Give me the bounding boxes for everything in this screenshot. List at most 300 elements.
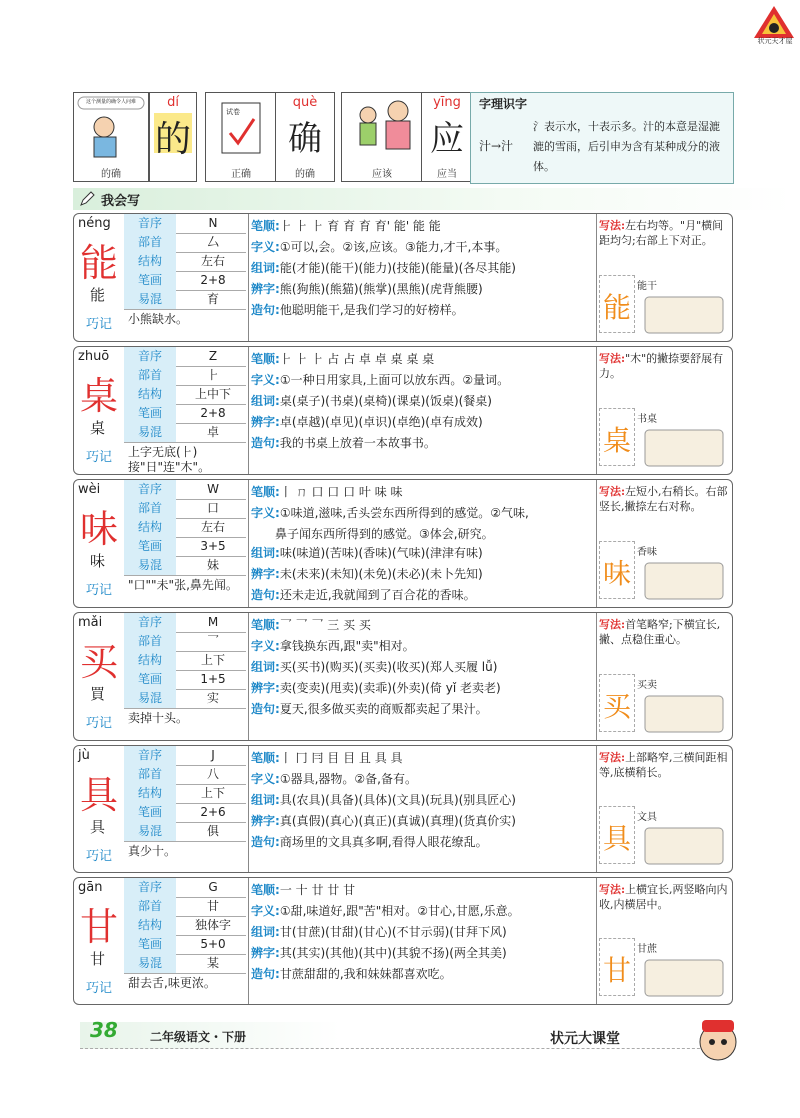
line-label: 字义: — [251, 904, 280, 918]
row-label: 结构 — [124, 784, 176, 803]
char-traditional: 味 — [90, 552, 106, 570]
line-label: 辨字: — [251, 282, 280, 296]
line-label: 笔顺: — [251, 883, 280, 897]
card-writing-column — [596, 347, 733, 474]
row-label: 音序 — [124, 214, 176, 233]
char-box-di — [149, 92, 197, 182]
row-label: 易混 — [124, 290, 176, 309]
stroke-order-line — [251, 349, 595, 370]
line-label: 字义: — [251, 506, 280, 520]
row-label: 易混 — [124, 954, 176, 973]
char-large: 味 — [80, 507, 119, 551]
row-label: 部首 — [124, 233, 176, 252]
line-value: 鼻子闻东西所得到的感觉。③体会,研究。 — [275, 527, 494, 541]
bushou-row — [124, 632, 246, 652]
yihun-row — [124, 954, 246, 974]
row-value: 1+5 — [200, 672, 226, 686]
line-value: ⺊ ⺊ ⺊ 育 育 育 育' 能' 能 能 — [279, 219, 441, 233]
row-label: 音序 — [124, 613, 176, 632]
line-label: 组词: — [251, 660, 280, 674]
word-group-line — [251, 790, 595, 811]
distinguish-line — [251, 279, 595, 300]
row-value: 独体字 — [194, 918, 231, 932]
row-value: 口 — [206, 501, 219, 515]
row-value: 上下 — [200, 653, 225, 667]
card-info-column — [74, 214, 246, 341]
row-label: 部首 — [124, 897, 176, 916]
sentence-line — [251, 585, 595, 606]
pinyin: yīng — [433, 95, 461, 110]
line-label: 辨字: — [251, 946, 280, 960]
row-label: 结构 — [124, 916, 176, 935]
yinxu-row — [124, 878, 246, 898]
word-group-line — [251, 258, 595, 279]
writing-tip-text: 首笔略窄;下横宜长,撇、点稳住重心。 — [599, 618, 721, 646]
yihun-row — [124, 556, 246, 576]
word-group-line — [251, 922, 595, 943]
character-card — [73, 745, 733, 873]
card-info-column — [74, 613, 246, 740]
row-value: 上中下 — [194, 387, 231, 401]
picture-label: 文具 — [637, 812, 657, 823]
line-label: 造句: — [251, 303, 280, 317]
page-number: 38 — [90, 1018, 118, 1042]
line-label: 造句: — [251, 436, 280, 450]
stroke-order-line — [251, 482, 595, 503]
row-label: 结构 — [124, 518, 176, 537]
line-label: 笔顺: — [251, 618, 280, 632]
yinxu-row — [124, 347, 246, 367]
row-value: 2+8 — [200, 406, 226, 420]
meaning-line-2 — [275, 524, 619, 545]
character-card — [73, 612, 733, 741]
meaning-line — [251, 503, 595, 524]
qiaoji-label: 巧记 — [85, 981, 112, 996]
line-label: 造句: — [251, 702, 280, 716]
char-traditional: 桌 — [90, 419, 106, 437]
row-value: 八 — [206, 767, 219, 781]
qiaoji-label: 巧记 — [85, 849, 112, 864]
line-label: 字义: — [251, 772, 280, 786]
sentence-line — [251, 964, 595, 985]
line-value: 味(味道)(苦味)(香味)(气味)(津津有味) — [279, 546, 483, 560]
qiaoji-label: 巧记 — [85, 583, 112, 598]
qiaoji-label: 巧记 — [85, 317, 112, 332]
line-label: 辨字: — [251, 567, 280, 581]
writing-grid — [599, 674, 635, 732]
row-label: 易混 — [124, 556, 176, 575]
picture-label: 买卖 — [637, 680, 657, 691]
writing-tip-label: 写法: — [599, 485, 626, 498]
qiaoji-text: 卖掉十头。 — [128, 711, 189, 725]
writing-grid-char: 味 — [602, 557, 631, 590]
row-label: 部首 — [124, 366, 176, 385]
writing-tip-text: 左右均等。"月"横间距均匀;右部上下对正。 — [599, 219, 724, 247]
character-card — [73, 479, 733, 608]
card-detail-column — [248, 746, 597, 872]
qiaoji-text: "口""未"张,鼻先闻。 — [128, 578, 238, 592]
char-traditional: 能 — [90, 286, 106, 304]
row-label: 易混 — [124, 689, 176, 708]
line-label: 组词: — [251, 793, 280, 807]
word-label: 正确 — [231, 169, 251, 180]
line-value: 卖(变卖)(甩卖)(卖乖)(外卖)(倚 yǐ 老卖老) — [279, 681, 501, 695]
row-value: 2+6 — [200, 805, 226, 819]
word-label: 应该 — [372, 169, 392, 180]
writing-grid — [599, 275, 635, 333]
distinguish-line — [251, 811, 595, 832]
stroke-order-line — [251, 216, 595, 237]
bushou-row — [124, 366, 246, 386]
test-paper-picture — [205, 92, 277, 182]
line-value: 未(未来)(未知)(未免)(未必)(未卜先知) — [279, 567, 483, 581]
yinxu-row — [124, 480, 246, 500]
top-word-strip — [73, 92, 473, 182]
card-detail-column — [248, 878, 597, 1004]
writing-tip-label: 写法: — [599, 352, 626, 365]
meaning-line — [251, 370, 595, 391]
char-large: 买 — [80, 640, 119, 684]
line-label: 造句: — [251, 835, 280, 849]
row-value: 乛 — [206, 634, 219, 648]
illustration — [641, 291, 727, 337]
line-label: 辨字: — [251, 681, 280, 695]
sentence-line — [251, 699, 595, 720]
jiegou-row — [124, 651, 246, 671]
qiaoji-label: 巧记 — [85, 450, 112, 465]
writing-grid — [599, 806, 635, 864]
writing-tip-text: 左短小,右稍长。右部竖长,撇捺左右对称。 — [599, 485, 728, 513]
row-label: 音序 — [124, 746, 176, 765]
line-label: 字义: — [251, 240, 280, 254]
char-traditional: 具 — [90, 818, 106, 836]
writing-grid — [599, 408, 635, 466]
char-large: 桌 — [80, 374, 119, 418]
row-value: J — [211, 748, 215, 762]
line-value: 丨 冂 冃 目 目 且 具 具 — [279, 751, 403, 765]
writing-tip — [599, 218, 731, 248]
big-char: 的 — [154, 119, 191, 160]
row-value: 卓 — [206, 425, 219, 439]
card-writing-column — [596, 746, 733, 872]
char-pinyin: gān — [78, 880, 103, 895]
writing-tip-label: 写法: — [599, 883, 626, 896]
card-writing-column — [596, 878, 733, 1004]
line-label: 笔顺: — [251, 485, 280, 499]
row-label: 部首 — [124, 499, 176, 518]
char-pinyin: jù — [78, 748, 90, 763]
boy-thinking-picture — [73, 92, 149, 182]
illustration — [641, 822, 727, 868]
yihun-row — [124, 689, 246, 709]
line-label: 辨字: — [251, 415, 280, 429]
line-value: 其(其实)(其他)(其中)(其貌不扬)(两全其美) — [279, 946, 507, 960]
bihua-row — [124, 271, 246, 291]
writing-grid-char: 买 — [602, 690, 631, 723]
line-value: 卓(卓越)(卓见)(卓识)(卓绝)(卓有成效) — [279, 415, 483, 429]
jiegou-row — [124, 385, 246, 405]
card-info-column — [74, 347, 246, 474]
bihua-row — [124, 670, 246, 690]
qiaoji-text: 小熊缺水。 — [128, 312, 189, 326]
writing-tip — [599, 617, 731, 647]
row-value: G — [208, 880, 218, 894]
row-value: Z — [208, 349, 218, 363]
card-info-column — [74, 480, 246, 607]
char-pinyin: zhuō — [78, 349, 110, 364]
line-value: 甘(甘蔗)(甘甜)(甘心)(不甘示弱)(甘拜下风) — [279, 925, 507, 939]
line-value: ①器具,器物。②备,备有。 — [279, 772, 417, 786]
brand-name: 状元大课堂 — [550, 1031, 620, 1047]
qiaoji-text: 真少十。 — [128, 844, 177, 858]
card-detail-column — [248, 480, 597, 607]
row-value: 育 — [206, 292, 219, 306]
test-paper-label: 试卷 — [226, 108, 240, 116]
line-value: ①可以,会。②该,应该。③能力,才干,本事。 — [279, 240, 508, 254]
illustration — [641, 690, 727, 736]
row-value: ⺊ — [206, 368, 219, 382]
character-card — [73, 877, 733, 1005]
mascot-icon — [690, 1012, 746, 1072]
char-pinyin: wèi — [78, 482, 101, 497]
writing-tip — [599, 351, 731, 381]
big-char: 应 — [430, 119, 464, 159]
row-value: M — [207, 615, 219, 629]
row-label: 易混 — [124, 822, 176, 841]
bihua-row — [124, 935, 246, 955]
qiaoji-text: 上字无底(⺊)接"日"连"木"。 — [128, 445, 211, 474]
section-title-bar — [73, 188, 793, 210]
card-detail-column — [248, 613, 597, 740]
line-value: ①味道,滋味,舌头尝东西所得到的感觉。②气味, — [279, 506, 529, 520]
bihua-row — [124, 404, 246, 424]
line-label: 辨字: — [251, 814, 280, 828]
char-traditional: 甘 — [90, 950, 106, 968]
line-value: 能(才能)(能干)(能力)(技能)(能量)(各尽其能) — [279, 261, 516, 275]
row-label: 笔画 — [124, 803, 176, 822]
stroke-order-line — [251, 748, 595, 769]
writing-tip — [599, 484, 731, 514]
line-value: 商场里的文具真多啊,看得人眼花缭乱。 — [279, 835, 488, 849]
zili-formula: 汁→汁 — [479, 139, 514, 153]
writing-tip — [599, 882, 731, 912]
line-label: 笔顺: — [251, 751, 280, 765]
bushou-row — [124, 499, 246, 519]
row-label: 易混 — [124, 423, 176, 442]
row-value: 3+5 — [200, 539, 226, 553]
row-value: 5+0 — [200, 937, 226, 951]
line-label: 组词: — [251, 261, 280, 275]
sentence-line — [251, 433, 595, 454]
illustration — [641, 557, 727, 603]
line-value: 乛 乛 乛 三 买 买 — [279, 618, 371, 632]
picture-label: 香味 — [637, 547, 657, 558]
character-card — [73, 346, 733, 475]
line-label: 字义: — [251, 373, 280, 387]
row-label: 笔画 — [124, 271, 176, 290]
distinguish-line — [251, 678, 595, 699]
row-value: 妹 — [206, 558, 219, 572]
jiegou-row — [124, 518, 246, 538]
word-group-line — [251, 657, 595, 678]
row-value: 厶 — [206, 235, 219, 249]
zili-shizi-box — [470, 92, 734, 184]
writing-grid — [599, 541, 635, 599]
line-label: 造句: — [251, 588, 280, 602]
meaning-line — [251, 237, 595, 258]
card-writing-column — [596, 214, 733, 341]
line-label: 组词: — [251, 546, 280, 560]
row-value: 甘 — [206, 899, 219, 913]
sentence-line — [251, 832, 595, 853]
bihua-row — [124, 803, 246, 823]
section-title: 我会写 — [101, 194, 141, 209]
picture-label: 能干 — [637, 281, 657, 292]
picture-caption: 这个测量的确令人问难 — [85, 99, 136, 105]
word-group-line — [251, 391, 595, 412]
row-value: 俱 — [206, 824, 219, 838]
char-large: 能 — [80, 241, 119, 285]
line-value: ⺊ ⺊ ⺊ 占 占 卓 卓 桌 桌 桌 — [279, 352, 435, 366]
distinguish-line — [251, 943, 595, 964]
writing-tip-label: 写法: — [599, 219, 626, 232]
line-value: 一 十 廿 廿 甘 — [279, 883, 356, 897]
yinxu-row — [124, 613, 246, 633]
meaning-line — [251, 769, 595, 790]
char-pinyin: mǎi — [78, 615, 103, 630]
row-value: 实 — [206, 691, 219, 705]
sentence-line — [251, 300, 595, 321]
picture-label: 书桌 — [637, 414, 657, 425]
illustration — [641, 954, 727, 1000]
line-label: 组词: — [251, 394, 280, 408]
row-label: 笔画 — [124, 537, 176, 556]
row-label: 部首 — [124, 765, 176, 784]
line-value: 具(农具)(具备)(具体)(文具)(玩具)(别具匠心) — [279, 793, 516, 807]
bushou-row — [124, 765, 246, 785]
line-value: 拿钱换东西,跟"卖"相对。 — [279, 639, 415, 653]
word-label: 的确 — [101, 169, 121, 180]
row-label: 笔画 — [124, 935, 176, 954]
zili-text: 氵表示水，十表示多。汁的本意是湿漉漉的雪雨，后引申为含有某种成分的液体。 — [533, 120, 720, 173]
card-info-column — [74, 746, 246, 872]
jiegou-row — [124, 916, 246, 936]
pinyin: dí — [167, 95, 179, 110]
line-value: 买(买书)(购买)(买卖)(收买)(郑人买履 lǚ) — [279, 660, 498, 674]
row-value: N — [208, 216, 218, 230]
line-value: 还未走近,我就闻到了百合花的香味。 — [279, 588, 476, 602]
row-value: W — [207, 482, 219, 496]
qiaoji-text: 甜去舌,味更浓。 — [128, 976, 216, 990]
meaning-line — [251, 636, 595, 657]
char-large: 具 — [80, 773, 119, 817]
line-value: ①甜,味道好,跟"苦"相对。②甘心,甘愿,乐意。 — [279, 904, 520, 918]
line-value: 桌(桌子)(书桌)(桌椅)(课桌)(饭桌)(餐桌) — [279, 394, 492, 408]
writing-tip-label: 写法: — [599, 751, 626, 764]
writing-tip-text: "木"的撇捺要舒展有力。 — [599, 352, 724, 380]
line-label: 笔顺: — [251, 219, 280, 233]
line-value: 真(真假)(真心)(真正)(真诚)(真理)(货真价实) — [279, 814, 516, 828]
char-box-ying — [421, 92, 473, 182]
bushou-row — [124, 233, 246, 253]
writing-grid-char: 能 — [602, 291, 631, 324]
line-value: 熊(狗熊)(熊猫)(熊掌)(黑熊)(虎背熊腰) — [279, 282, 483, 296]
row-label: 结构 — [124, 252, 176, 271]
row-value: 上下 — [200, 786, 225, 800]
row-label: 部首 — [124, 632, 176, 651]
row-label: 音序 — [124, 347, 176, 366]
line-value: 夏天,很多做买卖的商贩都卖起了果汁。 — [279, 702, 488, 716]
row-label: 笔画 — [124, 670, 176, 689]
line-value: 丨 ㄇ 口 口 口 叶 味 味 — [279, 485, 403, 499]
line-label: 造句: — [251, 967, 280, 981]
illustration — [641, 424, 727, 470]
yinxu-row — [124, 214, 246, 234]
family-picture — [341, 92, 423, 182]
row-label: 笔画 — [124, 404, 176, 423]
writing-tip-label: 写法: — [599, 618, 626, 631]
writing-grid — [599, 938, 635, 996]
meaning-line — [251, 901, 595, 922]
word-label: 应当 — [437, 169, 457, 180]
pencil-icon — [79, 191, 95, 207]
char-large: 甘 — [80, 905, 119, 949]
yihun-row — [124, 822, 246, 842]
character-card — [73, 213, 733, 342]
line-value: ①一种日用家具,上面可以放东西。②量词。 — [279, 373, 510, 387]
row-value: 2+8 — [200, 273, 226, 287]
pinyin: què — [292, 95, 318, 110]
writing-tip — [599, 750, 731, 780]
char-pinyin: néng — [78, 216, 111, 231]
book-title: 二年级语文・下册 — [150, 1030, 247, 1044]
row-label: 结构 — [124, 385, 176, 404]
word-group-line — [251, 543, 595, 564]
line-value: 他聪明能干,是我们学习的好榜样。 — [279, 303, 464, 317]
distinguish-line — [251, 564, 595, 585]
yihun-row — [124, 290, 246, 310]
line-label: 组词: — [251, 925, 280, 939]
zili-title: 字理识字 — [479, 97, 528, 111]
jiegou-row — [124, 252, 246, 272]
qiaoji-label: 巧记 — [85, 716, 112, 731]
card-detail-column — [248, 347, 597, 474]
card-detail-column — [248, 214, 597, 341]
row-label: 音序 — [124, 878, 176, 897]
row-value: 左右 — [200, 254, 225, 268]
logo-text: 状元天才屋 — [757, 37, 793, 45]
line-value: 甘蔗甜甜的,我和妹妹都喜欢吃。 — [279, 967, 452, 981]
card-info-column — [74, 878, 246, 1004]
row-value: 某 — [206, 956, 219, 970]
jiegou-row — [124, 784, 246, 804]
yinxu-row — [124, 746, 246, 766]
stroke-order-line — [251, 880, 595, 901]
row-label: 结构 — [124, 651, 176, 670]
writing-grid-char: 桌 — [602, 424, 631, 457]
stroke-order-line — [251, 615, 595, 636]
yihun-row — [124, 423, 246, 443]
word-label: 的确 — [295, 169, 315, 180]
writing-grid-char: 具 — [602, 822, 631, 855]
card-writing-column — [596, 480, 733, 607]
char-box-que — [275, 92, 335, 182]
card-writing-column — [596, 613, 733, 740]
row-value: 左右 — [200, 520, 225, 534]
line-value: 我的书桌上放着一本故事书。 — [279, 436, 436, 450]
picture-label: 甘蔗 — [637, 944, 657, 955]
big-char: 确 — [288, 119, 322, 159]
